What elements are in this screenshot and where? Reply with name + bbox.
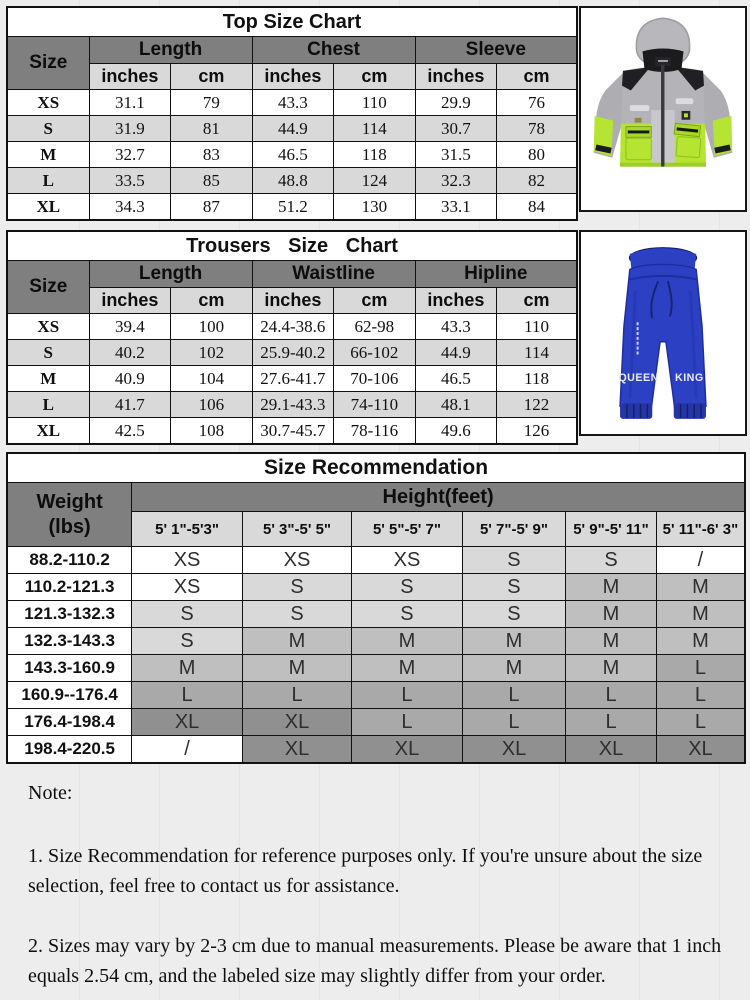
jacket-hood [636,18,689,72]
measurement-value: 30.7 [415,116,497,142]
recommended-size-cell: / [656,547,745,574]
measurement-value: 114 [497,340,577,366]
weight-range: 121.3-132.3 [7,601,132,628]
measurement-value: 110 [334,90,416,116]
height-col-2: 5' 3"-5' 5" [242,512,351,547]
unit-header-inches: inches [89,64,171,90]
size-row-XL [7,194,577,221]
hipline-group-header: Hipline [415,261,577,288]
recommended-size-cell: M [242,655,351,682]
unit-header-cm: cm [497,64,577,90]
measurement-value: 29.1-43.3 [252,392,334,418]
measurement-value: 78 [497,116,577,142]
size-row-XS [7,90,577,116]
recommendation-row [7,547,745,574]
height-col-6: 5' 11"-6' 3" [656,512,745,547]
measurement-value: 81 [171,116,253,142]
top-chart-group-header-row [7,37,577,64]
recommended-size-cell: L [566,709,657,736]
measurement-value: 80 [497,142,577,168]
height-col-5: 5' 9"-5' 11" [566,512,657,547]
measurement-value: 48.8 [252,168,334,194]
note-label: Note: [28,782,73,804]
measurement-value: 124 [334,168,416,194]
measurement-value: 30.7-45.7 [252,418,334,445]
recommended-size-cell: L [352,709,463,736]
recommended-size-cell: S [462,574,565,601]
recommended-size-cell: S [132,601,243,628]
size-label: XL [7,418,89,445]
measurement-value: 33.5 [89,168,171,194]
size-label: S [7,340,89,366]
queen-label: QUEEN [618,371,659,384]
recommended-size-cell: S [242,574,351,601]
length-group-header: Length [89,261,252,288]
size-row-S [7,116,577,142]
measurement-value: 42.5 [89,418,171,445]
top-chart-unit-header-row [7,64,577,90]
measurement-value: 110 [497,314,577,340]
measurement-value: 108 [171,418,253,445]
trousers-chart-title: Trousers Size Chart [7,231,577,261]
king-label: KING [674,371,704,384]
measurement-value: 118 [334,142,416,168]
recommended-size-cell: L [242,682,351,709]
measurement-value: 44.9 [252,116,334,142]
measurement-value: 46.5 [252,142,334,168]
recommended-size-cell: XS [132,547,243,574]
recommended-size-cell: XS [242,547,351,574]
measurement-value: 24.4-38.6 [252,314,334,340]
recommended-size-cell: S [352,601,463,628]
recommended-size-cell: S [566,547,657,574]
weight-range: 110.2-121.3 [7,574,132,601]
measurement-value: 104 [171,366,253,392]
recommended-size-cell: XL [352,736,463,764]
weight-unit-label: (lbs) [48,515,91,538]
measurement-value: 122 [497,392,577,418]
measurement-value: 79 [171,90,253,116]
recommended-size-cell: S [462,601,565,628]
note-section [28,778,728,1000]
recommended-size-cell: L [462,709,565,736]
size-label: M [7,142,89,168]
measurement-value: 32.3 [415,168,497,194]
recommended-size-cell: XL [462,736,565,764]
recommended-size-cell: S [132,628,243,655]
recommended-size-cell: M [566,574,657,601]
measurement-value: 114 [334,116,416,142]
trousers-image [581,232,745,434]
measurement-value: 62-98 [334,314,416,340]
note-item-2: 2. Sizes may vary by 2-3 cm due to manual measurements. Please be aware that 1 inch equals 2.54 cm, and the labeled size may slightly differ from your order. [28,935,722,987]
measurement-value: 87 [171,194,253,221]
recommendation-row [7,655,745,682]
size-row-XL [7,418,577,445]
measurement-value: 27.6-41.7 [252,366,334,392]
size-label: L [7,168,89,194]
measurement-value: 25.9-40.2 [252,340,334,366]
measurement-value: 31.9 [89,116,171,142]
measurement-value: 39.4 [89,314,171,340]
recommended-size-cell: XS [132,574,243,601]
weight-range: 132.3-143.3 [7,628,132,655]
recommendation-title: Size Recommendation [7,453,745,483]
recommended-size-cell: M [132,655,243,682]
measurement-value: 82 [497,168,577,194]
note-item-1: 1. Size Recommendation for reference purposes only. If you're unsure about the size selection, feel free to contact us for assistance. [28,845,703,897]
size-label: XL [7,194,89,221]
jacket-zipper [661,65,664,167]
measurement-value: 51.2 [252,194,334,221]
recommendation-row [7,736,745,764]
recommendation-row [7,682,745,709]
recommended-size-cell: L [656,682,745,709]
measurement-value: 85 [171,168,253,194]
recommended-size-cell: M [566,601,657,628]
length-group-header: Length [89,37,252,64]
weight-header-label: Weight [36,490,103,513]
top-chart-title: Top Size Chart [7,7,577,37]
unit-header-inches: inches [415,288,497,314]
unit-header-inches: inches [252,288,334,314]
measurement-value: 43.3 [252,90,334,116]
trousers-chart-title-row [7,231,577,261]
recommended-size-cell: L [566,682,657,709]
recommended-size-cell: XS [352,547,463,574]
size-column-header: Size [7,37,89,90]
recommended-size-cell: M [656,574,745,601]
recommended-size-cell: M [352,628,463,655]
weight-range: 88.2-110.2 [7,547,132,574]
recommendation-row [7,628,745,655]
recommended-size-cell: XL [566,736,657,764]
size-label: L [7,392,89,418]
measurement-value: 29.9 [415,90,497,116]
weight-column-header [7,483,132,547]
measurement-value: 40.2 [89,340,171,366]
size-column-header: Size [7,261,89,314]
recommended-size-cell: L [656,655,745,682]
unit-header-inches: inches [252,64,334,90]
measurement-value: 32.7 [89,142,171,168]
recommended-size-cell: M [242,628,351,655]
recommended-size-cell: M [462,628,565,655]
recommended-size-cell: M [566,628,657,655]
recommended-size-cell: L [352,682,463,709]
height-col-4: 5' 7"-5' 9" [462,512,565,547]
recommendation-row [7,709,745,736]
top-size-chart [6,6,578,221]
recommended-size-cell: S [352,574,463,601]
size-row-L [7,168,577,194]
waistline-group-header: Waistline [252,261,415,288]
measurement-value: 70-106 [334,366,416,392]
measurement-value: 83 [171,142,253,168]
measurement-value: 76 [497,90,577,116]
weight-range: 198.4-220.5 [7,736,132,764]
measurement-value: 126 [497,418,577,445]
measurement-value: 106 [171,392,253,418]
recommended-size-cell: XL [656,736,745,764]
recommended-size-cell: L [462,682,565,709]
weight-range: 160.9--176.4 [7,682,132,709]
chest-group-header: Chest [252,37,415,64]
size-label: XS [7,314,89,340]
unit-header-cm: cm [497,288,577,314]
height-group-header: Height(feet) [132,483,745,512]
measurement-value: 102 [171,340,253,366]
height-col-3: 5' 5"-5' 7" [352,512,463,547]
recommended-size-cell: XL [242,736,351,764]
height-col-1: 5' 1"-5'3" [132,512,243,547]
jacket-photo [579,6,747,212]
measurement-value: 48.1 [415,392,497,418]
weight-range: 176.4-198.4 [7,709,132,736]
top-chart-title-row [7,7,577,37]
recommendation-title-row [7,453,745,483]
recommendation-row [7,574,745,601]
measurement-value: 46.5 [415,366,497,392]
recommended-size-cell: S [242,601,351,628]
unit-header-inches: inches [415,64,497,90]
unit-header-cm: cm [334,64,416,90]
recommended-size-cell: S [462,547,565,574]
size-row-S [7,340,577,366]
trousers-chart-group-header-row [7,261,577,288]
size-label: S [7,116,89,142]
jacket-image [581,8,745,210]
sleeve-group-header: Sleeve [415,37,577,64]
measurement-value: 78-116 [334,418,416,445]
measurement-value: 49.6 [415,418,497,445]
recommended-size-cell: XL [242,709,351,736]
measurement-value: 31.1 [89,90,171,116]
size-label: M [7,366,89,392]
recommended-size-cell: L [656,709,745,736]
measurement-value: 84 [497,194,577,221]
recommendation-header-row [7,483,745,512]
recommended-size-cell: M [656,628,745,655]
recommended-size-cell: L [132,682,243,709]
recommended-size-cell: M [462,655,565,682]
measurement-value: 74-110 [334,392,416,418]
measurement-value: 34.3 [89,194,171,221]
measurement-value: 33.1 [415,194,497,221]
recommended-size-cell: M [656,601,745,628]
recommended-size-cell: M [566,655,657,682]
measurement-value: 130 [334,194,416,221]
trousers-photo [579,230,747,436]
measurement-value: 41.7 [89,392,171,418]
recommended-size-cell: XL [132,709,243,736]
recommendation-row [7,601,745,628]
size-recommendation-chart [6,452,746,764]
trousers-chart-unit-header-row [7,288,577,314]
measurement-value: 44.9 [415,340,497,366]
unit-header-cm: cm [171,64,253,90]
size-row-M [7,366,577,392]
weight-range: 143.3-160.9 [7,655,132,682]
size-label: XS [7,90,89,116]
recommended-size-cell: / [132,736,243,764]
unit-header-cm: cm [334,288,416,314]
measurement-value: 100 [171,314,253,340]
measurement-value: 118 [497,366,577,392]
measurement-value: 40.9 [89,366,171,392]
size-row-L [7,392,577,418]
unit-header-cm: cm [171,288,253,314]
trousers-size-chart [6,230,578,445]
size-row-M [7,142,577,168]
size-row-XS [7,314,577,340]
measurement-value: 31.5 [415,142,497,168]
unit-header-inches: inches [89,288,171,314]
measurement-value: 66-102 [334,340,416,366]
recommended-size-cell: M [352,655,463,682]
measurement-value: 43.3 [415,314,497,340]
